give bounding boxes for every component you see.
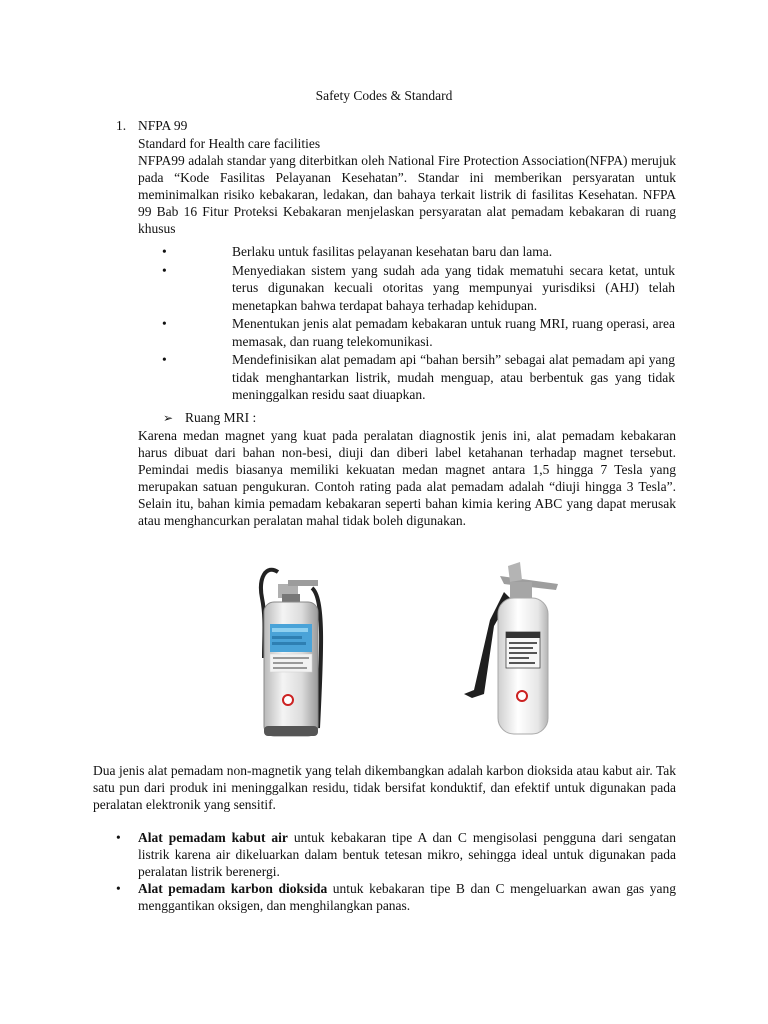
bullet-text: Menentukan jenis alat pemadam kebakaran untuk ruang MRI, ruang operasi, area memasak, dan ruang telekomunikasi. [232, 316, 675, 349]
nonmagnetic-paragraph: Dua jenis alat pemadam non-magnetik yang telah dikembangkan adalah karbon dioksida atau kabut air. Tak satu pun dari produk ini meninggalkan residu, tidak bersifat konduktif, dan efektif untuk digunakan pada peralatan elektronik yang sensitif. [93, 763, 676, 812]
list-item [116, 880, 676, 914]
bullet-icon: • [162, 352, 167, 367]
bullet-text: Mendefinisikan alat pemadam api “bahan bersih” sebagai alat pemadam api yang tidak menghantarkan listrik, mudah menguap, atau berbentuk gas yang tidak meninggalkan residu saat diuapkan. [232, 352, 675, 402]
bullet-bold: Alat pemadam karbon dioksida [138, 881, 328, 896]
list-item [162, 315, 675, 350]
list-item [162, 243, 675, 261]
bullet-icon: • [116, 830, 121, 845]
mri-heading: Ruang MRI : [185, 410, 257, 425]
bullet-text: Menyediakan sistem yang sudah ada yang tidak mematuhi secara ketat, untuk terus digunakan kecuali otoritas yang mempunyai yurisdiksi (AHJ) telah menetapkan bahwa terdapat bahaya terhadap kehidupan. [232, 262, 675, 313]
arrow-icon: ➢ [163, 411, 174, 425]
mri-paragraph: Karena medan magnet yang kuat pada peralatan diagnostik jenis ini, alat pemadam kebakaran harus dibuat dari bahan non-besi, diuji dan diberi label ketahanan terhadap magnet tersebut. Pemindai medis biasanya memiliki kekuatan medan magnet antara 1,5 hingga 7 Tesla yang merupakan satuan pengukuran. Contoh rating pada alat pemadam adalah “diuji hingga 3 Tesla”. Selain itu, bahan kimia pemadam kebakaran seperti bahan kimia kering ABC yang dapat merusak atau menghancurkan peralatan mahal tidak boleh digunakan. [138, 428, 676, 528]
extinguisher-type-list [116, 829, 676, 914]
bullet-text: untuk kebakaran tipe A dan C mengisolasi pengguna dari sengatan listrik karena air dikeluarkan dalam bentuk tetesan mikro, sehingga ideal untuk digunakan pada peralatan listrik berenergi. [138, 830, 676, 879]
water-mist-extinguisher-image [252, 558, 332, 740]
bullet-bold: Alat pemadam kabut air [138, 830, 288, 845]
section-heading: NFPA 99 [138, 118, 188, 133]
list-item [162, 351, 675, 404]
section-subheading: Standard for Health care facilities [138, 136, 321, 151]
bullet-text: untuk kebakaran tipe B dan C mengeluarkan awan gas yang menggantikan oksigen, dan menghilangkan panas. [138, 881, 676, 913]
nfpa-paragraph: NFPA99 adalah standar yang diterbitkan oleh National Fire Protection Association(NFPA) merujuk pada “Kode Fasilitas Pelayanan Kesehatan”. Standar ini memberikan persyaratan untuk meminimalkan risiko kebakaran, ledakan, dan bahaya terkait listrik di fasilitas Kesehatan. NFPA 99 Bab 16 Fitur Proteksi Kebakaran menjelaskan persyaratan alat pemadam kebakaran di ruang khusus [138, 153, 676, 236]
page-title: Safety Codes & Standard [315, 88, 453, 103]
co2-extinguisher-image [460, 562, 564, 738]
bullet-text: Berlaku untuk fasilitas pelayanan kesehatan baru dan lama. [232, 244, 553, 259]
nfpa-bullet-list [162, 243, 675, 405]
bullet-icon: • [162, 316, 167, 331]
list-item [162, 262, 675, 315]
section-number: 1. [116, 118, 127, 133]
list-item [116, 829, 676, 880]
bullet-icon: • [162, 262, 167, 278]
bullet-icon: • [162, 244, 167, 259]
bullet-icon: • [116, 881, 121, 896]
